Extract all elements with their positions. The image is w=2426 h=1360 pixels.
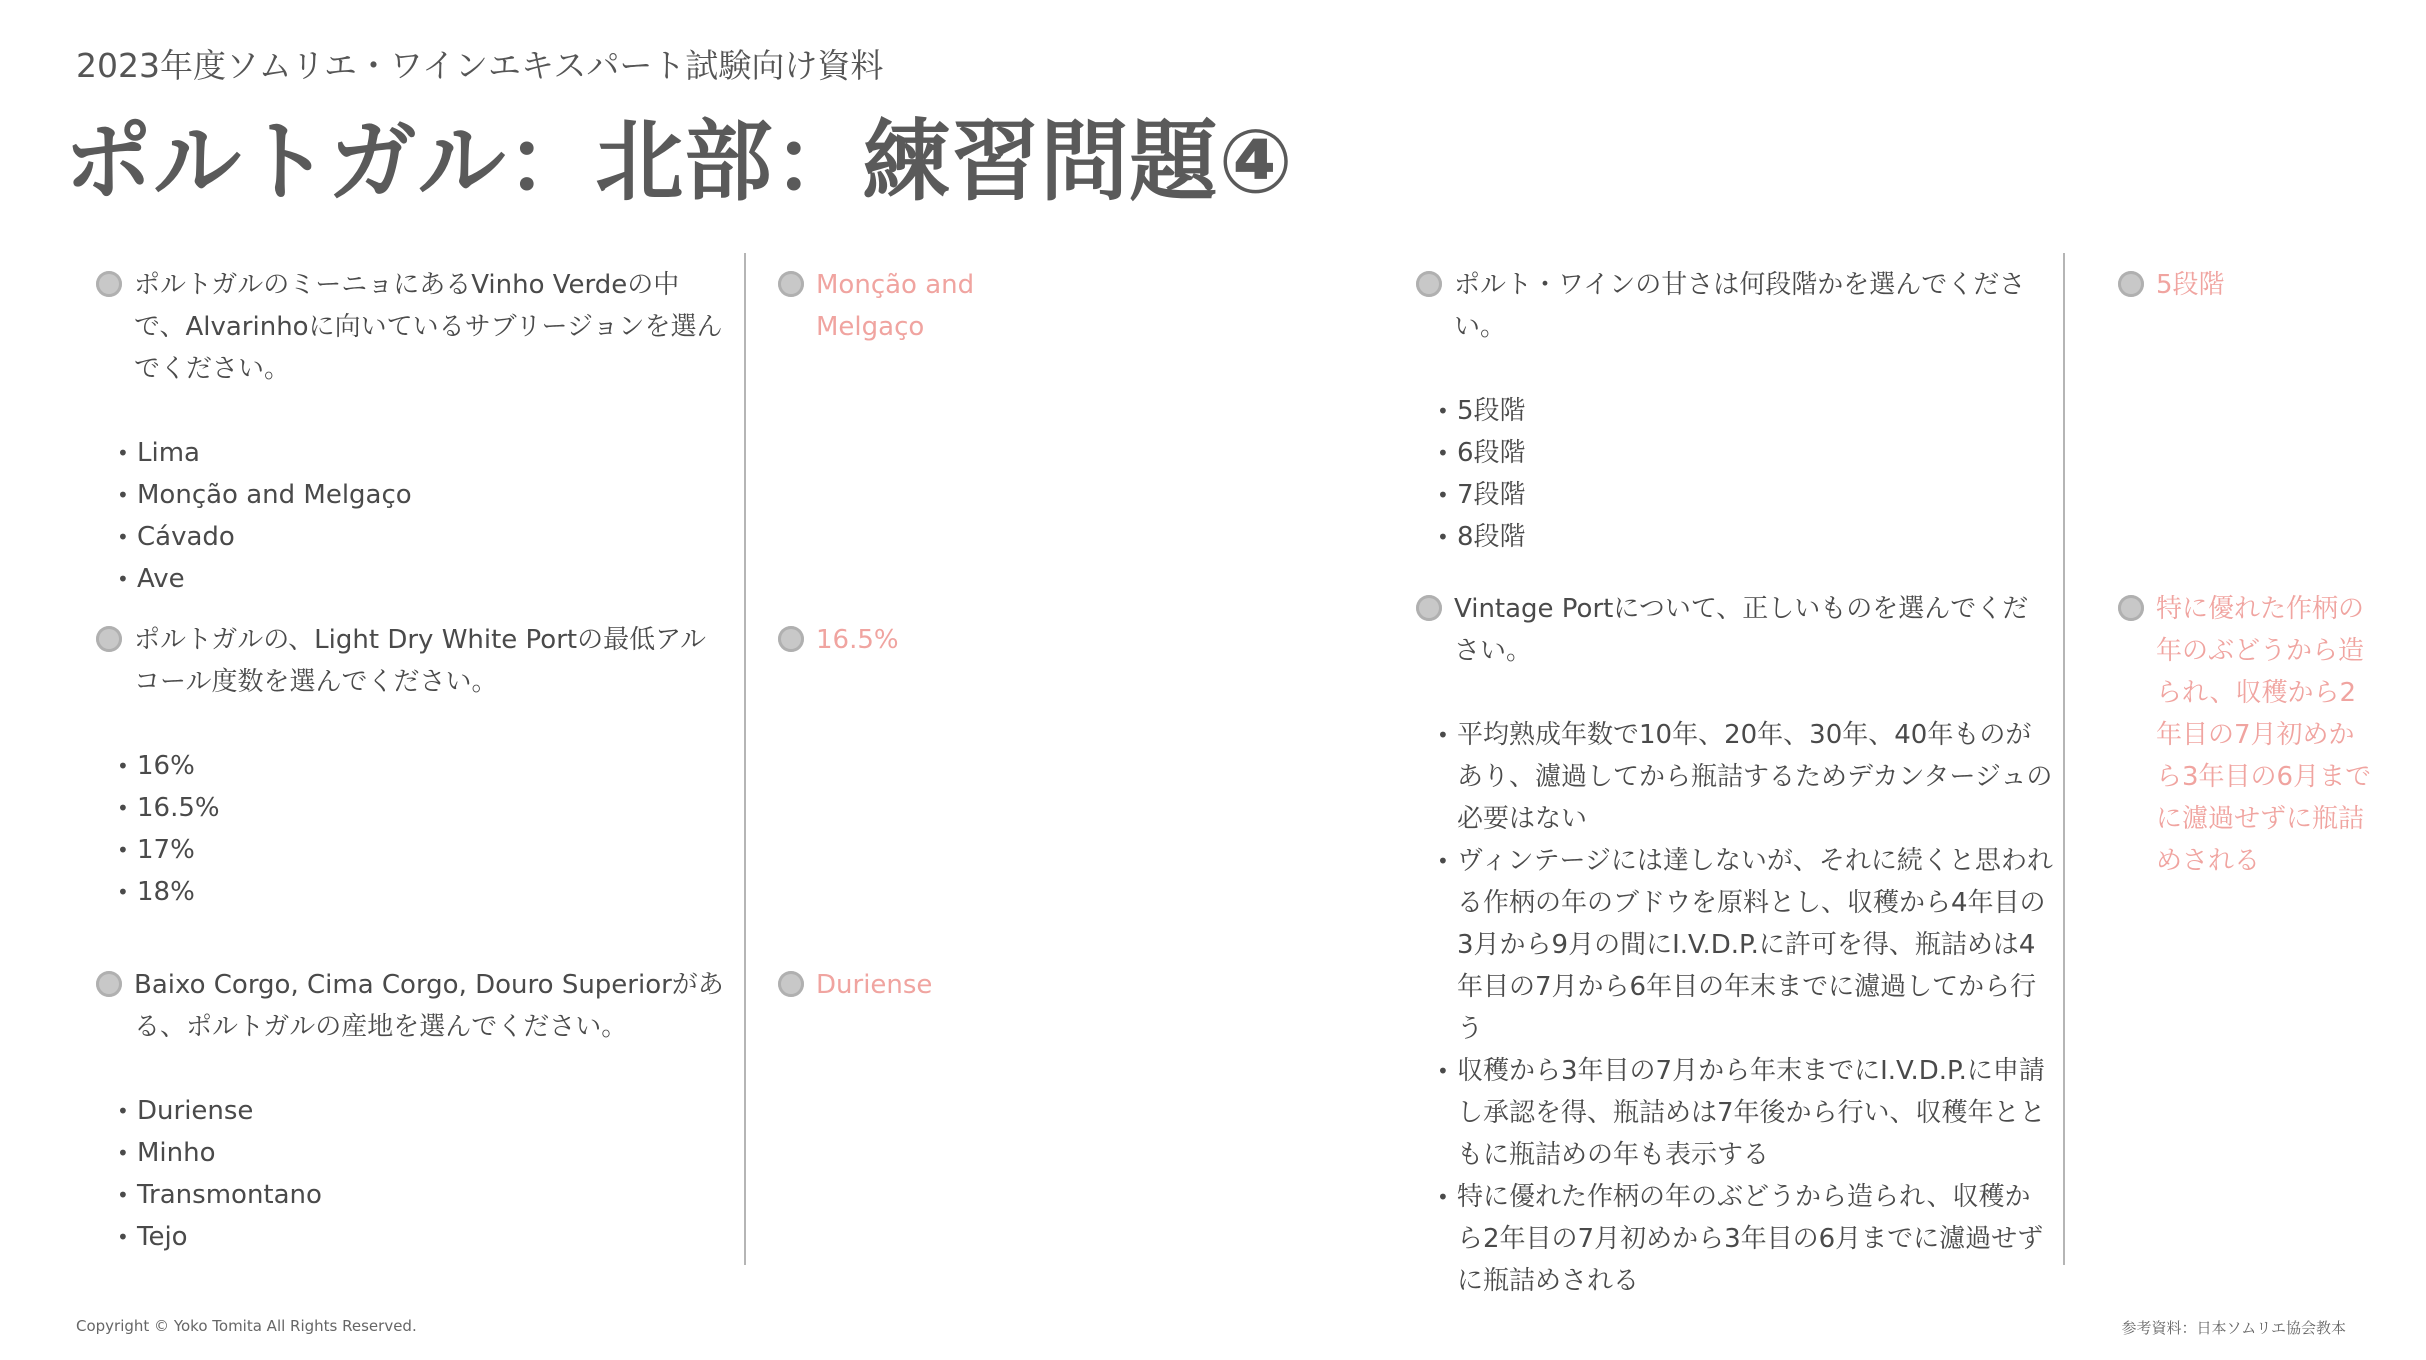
answer-text: 特に優れた作柄の年のぶどうから造られ、収穫から2年目の7月初めから3年目の6月までに濾過せずに瓶詰めされる [2156, 594, 2372, 876]
list-item: • Ave [104, 558, 724, 600]
question-3 [104, 964, 724, 1258]
bullet-circle-icon [96, 626, 122, 652]
list-item: • 特に優れた作柄の年のぶどうから造られ、収穫から2年目の7月初めから3年目の6月までに濾過せずに瓶詰めされる [1424, 1176, 2054, 1302]
question-5 [1424, 588, 2054, 1302]
question-2 [104, 619, 724, 913]
answer-4 [2126, 264, 2376, 306]
bullet-circle-icon [778, 626, 804, 652]
list-item: • 7段階 [1424, 474, 2054, 516]
list-item: • Tejo [104, 1216, 724, 1258]
list-item: • 16.5% [104, 787, 724, 829]
question-1 [104, 264, 724, 600]
reference-note: 参考資料：日本ソムリエ協会教本 [2121, 1319, 2346, 1337]
list-item: • 6段階 [1424, 432, 2054, 474]
answer-1 [786, 264, 986, 348]
bullet-circle-icon [96, 271, 122, 297]
option-list [1424, 390, 2054, 558]
bullet-circle-icon [1416, 595, 1442, 621]
list-item: • ヴィンテージには達しないが、それに続くと思われる作柄の年のブドウを原料とし、収穫から4年目の3月から9月の間にI.V.D.P.に許可を得、瓶詰めは4年目の7月から6年目の年末までに濾過してから行う [1424, 840, 2054, 1050]
list-item: • 18% [104, 871, 724, 913]
option-list [1424, 714, 2054, 1302]
list-item: • 平均熟成年数で10年、20年、30年、40年ものがあり、濾過してから瓶詰するためデカンタージュの必要はない [1424, 714, 2054, 840]
list-item: • 17% [104, 829, 724, 871]
answer-text: 5段階 [2156, 270, 2225, 300]
bullet-circle-icon [2118, 595, 2144, 621]
bullet-circle-icon [2118, 271, 2144, 297]
answer-5 [2126, 588, 2376, 882]
question-stem: ポルトガルのミーニョにあるVinho Verdeの中で、Alvarinhoに向いているサブリージョンを選んでください。 [104, 264, 724, 390]
option-list [104, 1090, 724, 1258]
bullet-circle-icon [778, 971, 804, 997]
column-divider-left [744, 253, 746, 1265]
question-stem: Vintage Portについて、正しいものを選んでください。 [1424, 588, 2054, 672]
answer-text: Duriense [816, 970, 933, 1000]
question-stem: ポルトガルの、Light Dry White Portの最低アルコール度数を選んでください。 [104, 619, 724, 703]
list-item: • 16% [104, 745, 724, 787]
option-list [104, 432, 724, 600]
list-item: • 5段階 [1424, 390, 2054, 432]
page-subtitle: 2023年度ソムリエ・ワインエキスパート試験向け資料 [76, 46, 884, 85]
list-item: • 収穫から3年目の7月から年末までにI.V.D.P.に申請し承認を得、瓶詰めは7年後から行い、収穫年とともに瓶詰めの年も表示する [1424, 1050, 2054, 1176]
bullet-circle-icon [96, 971, 122, 997]
list-item: • 8段階 [1424, 516, 2054, 558]
list-item: • Lima [104, 432, 724, 474]
list-item: • Monção and Melgaço [104, 474, 724, 516]
answer-3 [786, 964, 986, 1006]
list-item: • Duriense [104, 1090, 724, 1132]
question-stem: ポルト・ワインの甘さは何段階かを選んでください。 [1424, 264, 2054, 348]
question-stem: Baixo Corgo, Cima Corgo, Douro Superiorがある、ポルトガルの産地を選んでください。 [104, 964, 724, 1048]
answer-text: Monção and Melgaço [816, 270, 975, 342]
bullet-circle-icon [1416, 271, 1442, 297]
bullet-circle-icon [778, 271, 804, 297]
column-divider-right [2063, 253, 2065, 1265]
question-4 [1424, 264, 2054, 558]
list-item: • Cávado [104, 516, 724, 558]
list-item: • Transmontano [104, 1174, 724, 1216]
page-title: ポルトガル：北部：練習問題④ [64, 110, 1294, 213]
list-item: • Minho [104, 1132, 724, 1174]
answer-text: 16.5% [816, 625, 899, 655]
copyright: Copyright © Yoko Tomita All Rights Reserved. [76, 1317, 417, 1335]
answer-2 [786, 619, 986, 661]
option-list [104, 745, 724, 913]
